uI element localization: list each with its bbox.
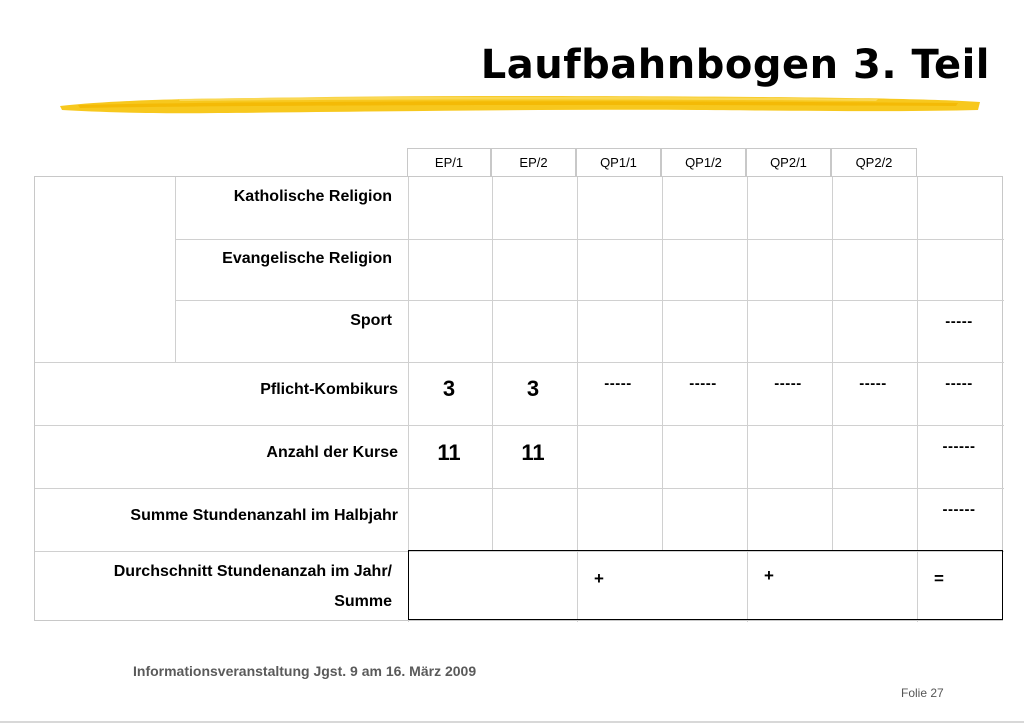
cell-anzahl-sum: ------ — [942, 438, 976, 455]
slide-number: Folie 27 — [901, 686, 944, 700]
column-header-qp2-1: QP2/1 — [746, 148, 831, 176]
row-label-evangelische-religion: Evangelische Religion — [222, 250, 392, 267]
title-underline-brush — [58, 90, 982, 118]
average-sum-box — [408, 550, 1003, 620]
cell-pflicht-ep2: 3 — [526, 376, 540, 401]
cell-pflicht-qp1-1: ----- — [604, 375, 632, 392]
cell-pflicht-qp1-2: ----- — [689, 375, 717, 392]
row-divider — [175, 239, 1004, 240]
cell-pflicht-sum: ----- — [945, 375, 973, 392]
row-divider — [35, 488, 1004, 489]
bottom-divider — [0, 721, 1024, 723]
row-label-durchschnitt-line1: Durchschnitt Stundenanzah im Jahr/ — [113, 563, 392, 580]
row-label-durchschnitt-line2: Summe — [334, 593, 392, 610]
column-divider — [662, 177, 663, 551]
cell-pflicht-qp2-1: ----- — [774, 375, 802, 392]
row-label-sport: Sport — [350, 312, 392, 329]
column-header-qp1-2: QP1/2 — [661, 148, 746, 176]
column-header-qp2-2: QP2/2 — [831, 148, 917, 176]
cell-summe-sum: ------ — [942, 501, 976, 518]
cell-anzahl-ep2: 11 — [521, 440, 545, 465]
plus-operator-1: + — [594, 569, 604, 588]
row-label-summe-stundenanzahl: Summe Stundenanzahl im Halbjahr — [130, 507, 398, 524]
equals-operator: = — [934, 569, 944, 588]
slide-title: Laufbahnbogen 3. Teil — [480, 42, 990, 88]
footer-text: Informationsveranstaltung Jgst. 9 am 16. März 2009 — [133, 663, 477, 679]
row-label-katholische-religion: Katholische Religion — [233, 188, 392, 205]
row-divider — [35, 425, 1004, 426]
column-header-ep2: EP/2 — [491, 148, 576, 176]
cell-pflicht-qp2-2: ----- — [859, 375, 887, 392]
cell-sport-qp2-2: ----- — [945, 313, 973, 330]
row-divider — [175, 300, 1004, 301]
row-divider — [35, 362, 1004, 363]
row-label-anzahl-der-kurse: Anzahl der Kurse — [266, 444, 398, 461]
column-header-ep1: EP/1 — [407, 148, 491, 176]
column-header-qp1-1: QP1/1 — [576, 148, 661, 176]
column-divider — [832, 177, 833, 551]
cell-anzahl-ep1: 11 — [437, 440, 461, 465]
column-divider — [175, 177, 176, 362]
row-label-pflicht-kombikurs: Pflicht-Kombikurs — [260, 381, 398, 398]
plus-operator-2: + — [764, 566, 774, 585]
column-divider — [492, 177, 493, 551]
cell-pflicht-ep1: 3 — [442, 376, 456, 401]
